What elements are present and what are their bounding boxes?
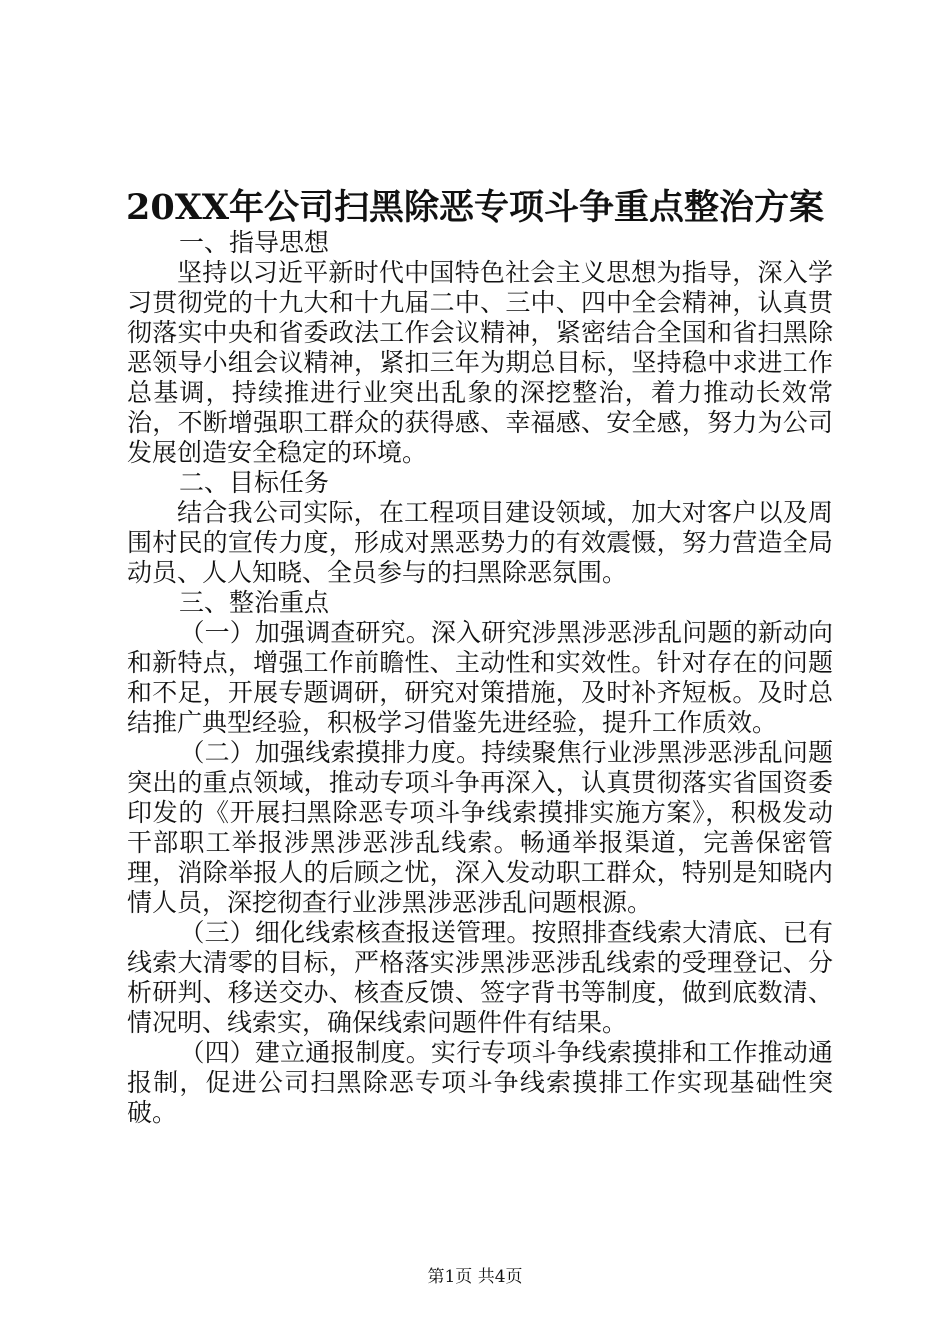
document-body (127, 228, 833, 1128)
section-paragraph-guiding-ideology: 坚持以习近平新时代中国特色社会主义思想为指导，深入学习贯彻党的十九大和十九届二中、三中、四中全会精神，认真贯彻落实中央和省委政法工作会议精神，紧密结合全国和省扫黑除恶领导小组会议精神，紧扣三年为期总目标，坚持稳中求进工作总基调，持续推进行业突出乱象的深挖整治，着力推动长效常治，不断增强职工群众的获得感、幸福感、安全感，努力为公司发展创造安全稳定的环境。 (127, 258, 833, 467)
section-paragraph-goals: 结合我公司实际，在工程项目建设领域，加大对客户以及周围村民的宣传力度，形成对黑恶势力的有效震慑，努力营造全局动员、人人知晓、全员参与的扫黑除恶氛围。 (127, 498, 833, 587)
key-point-item-2: （二）加强线索摸排力度。持续聚焦行业涉黑涉恶涉乱问题突出的重点领域，推动专项斗争再深入，认真贯彻落实省国资委印发的《开展扫黑除恶专项斗争线索摸排实施方案》，积极发动干部职工举报涉黑涉恶涉乱线索。畅通举报渠道，完善保密管理，消除举报人的后顾之忧，深入发动职工群众，特别是知晓内情人员，深挖彻查行业涉黑涉恶涉乱问题根源。 (127, 738, 833, 917)
section-heading-guiding-ideology: 一、指导思想 (179, 228, 330, 257)
section-heading-key-points: 三、整治重点 (179, 588, 330, 617)
key-point-item-4: （四）建立通报制度。实行专项斗争线索摸排和工作推动通报制，促进公司扫黑除恶专项斗争线索摸排工作实现基础性突破。 (127, 1038, 833, 1127)
key-point-item-3: （三）细化线索核查报送管理。按照排查线索大清底、已有线索大清零的目标，严格落实涉黑涉恶涉乱线索的受理登记、分析研判、移送交办、核查反馈、签字背书等制度，做到底数清、情况明、线索实，确保线索问题件件有结果。 (127, 918, 833, 1037)
key-point-item-1: （一）加强调查研究。深入研究涉黑涉恶涉乱问题的新动向和新特点，增强工作前瞻性、主动性和实效性。针对存在的问题和不足，开展专题调研，研究对策措施，及时补齐短板。及时总结推广典型经验，积极学习借鉴先进经验，提升工作质效。 (127, 618, 833, 737)
section-heading-goals: 二、目标任务 (179, 468, 330, 497)
document-title: 20XX年公司扫黑除恶专项斗争重点整治方案 (125, 187, 825, 228)
page-number-footer: 第1页 共4页 (427, 1267, 523, 1287)
